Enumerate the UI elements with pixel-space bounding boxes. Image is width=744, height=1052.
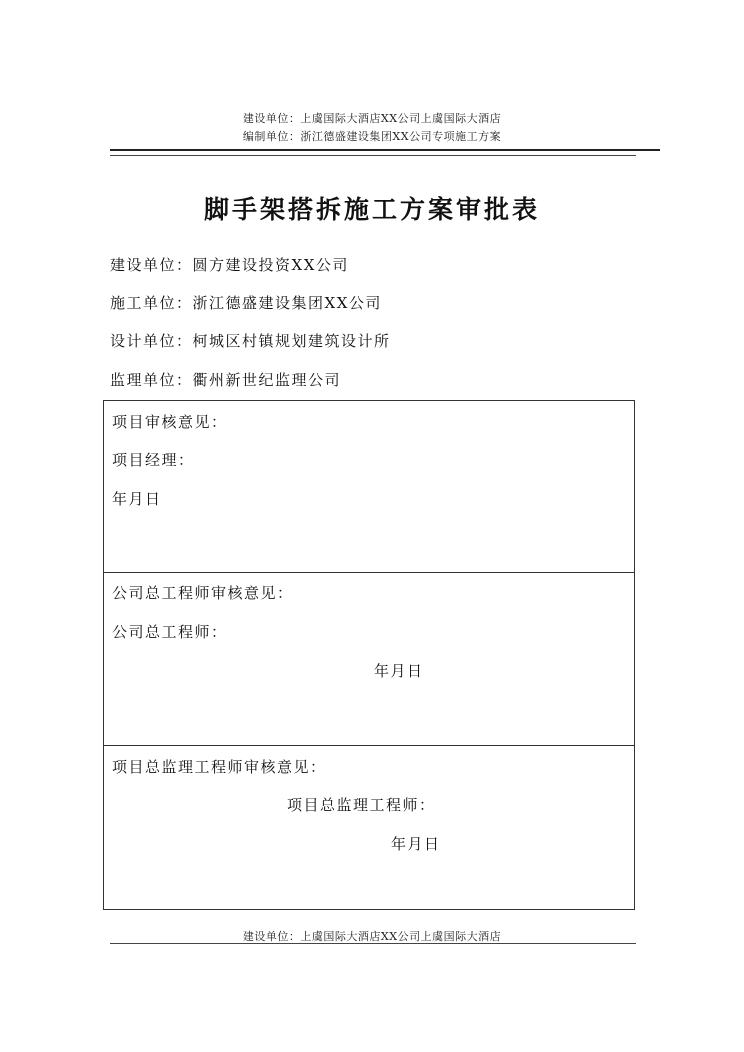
chief-supervisor-opinion-label: 项目总监理工程师审核意见：: [112, 758, 327, 776]
footer-text: 建设单位：上虞国际大酒店XX公司上虞国际大酒店: [242, 930, 502, 943]
supervision-unit-value: 衢州新世纪监理公司: [192, 371, 342, 389]
builder-unit-label: 施工单位：: [110, 294, 193, 312]
builder-unit-value: 浙江德盛建设集团XX公司: [192, 294, 382, 312]
project-review-date: 年月日: [112, 490, 162, 508]
chief-supervisor-date: 年月日: [391, 835, 441, 853]
project-review-section: [104, 401, 634, 573]
chief-supervisor-section: [104, 746, 634, 911]
construction-unit-value: 圆方建设投资XX公司: [192, 256, 349, 274]
chief-engineer-date: 年月日: [374, 662, 424, 680]
construction-unit: [110, 254, 349, 275]
approval-table: [103, 400, 635, 910]
design-unit: [110, 330, 391, 351]
chief-engineer-label: 公司总工程师：: [112, 623, 228, 641]
supervision-unit-label: 监理单位：: [110, 371, 193, 389]
supervision-unit: [110, 369, 341, 390]
page-title: 脚手架搭拆施工方案审批表: [203, 195, 540, 224]
header-rule-thick: [110, 149, 660, 151]
header-line-1: 建设单位：上虞国际大酒店XX公司上虞国际大酒店: [242, 112, 502, 125]
project-manager-label: 项目经理：: [112, 451, 195, 469]
project-review-opinion-label: 项目审核意见：: [112, 413, 228, 431]
design-unit-value: 柯城区村镇规划建筑设计所: [192, 332, 391, 350]
chief-engineer-opinion-label: 公司总工程师审核意见：: [112, 584, 294, 602]
builder-unit: [110, 292, 382, 313]
chief-engineer-section: [104, 573, 634, 746]
footer-rule: [110, 943, 636, 944]
chief-supervisor-label: 项目总监理工程师：: [287, 796, 436, 814]
construction-unit-label: 建设单位：: [110, 256, 193, 274]
header-line-2: 编制单位：浙江德盛建设集团XX公司专项施工方案: [242, 130, 502, 143]
header-rule-thin: [110, 155, 636, 156]
design-unit-label: 设计单位：: [110, 332, 193, 350]
